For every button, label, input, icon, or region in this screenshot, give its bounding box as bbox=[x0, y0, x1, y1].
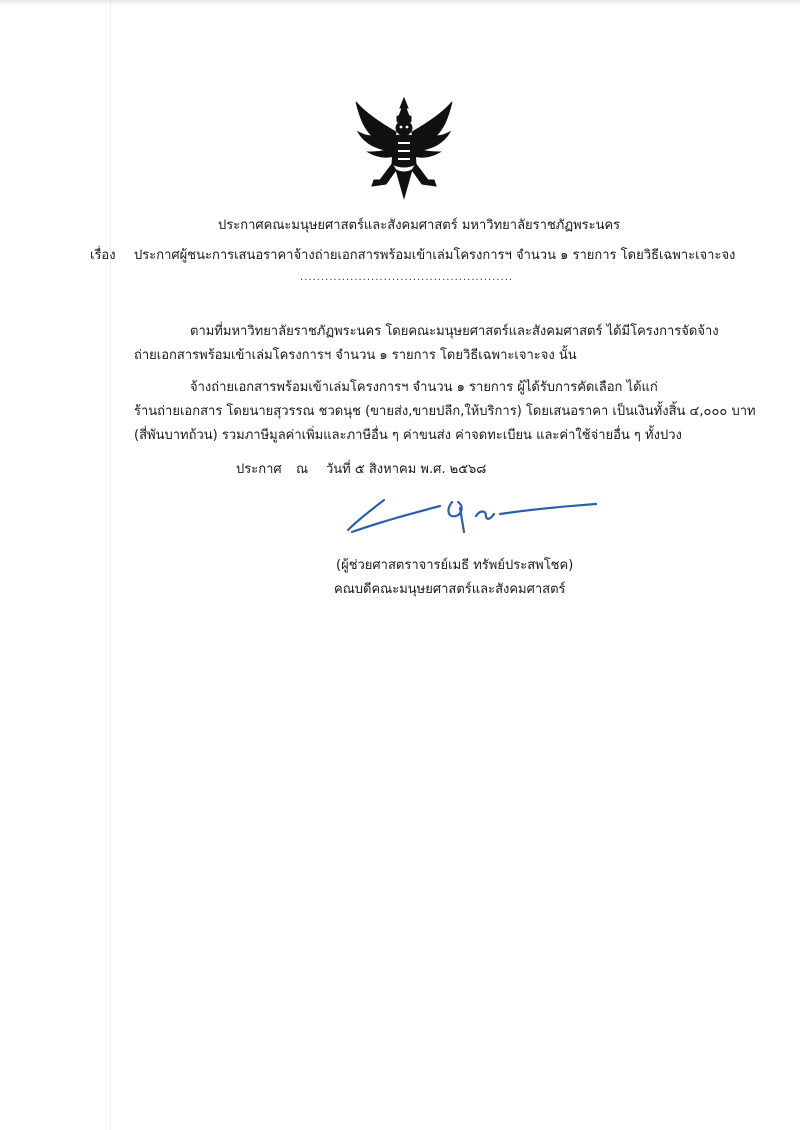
announcement-date: วันที่ ๕ สิงหาคม พ.ศ. ๒๕๖๘ bbox=[326, 462, 487, 477]
paragraph-1-line-1: ตามที่มหาวิทยาลัยราชภัฏพระนคร โดยคณะมนุษยศาสตร์และสังคมศาสตร์ ได้มีโครงการจัดจ้าง bbox=[190, 324, 719, 339]
paragraph-2-line-1: จ้างถ่ายเอกสารพร้อมเข้าเล่มโครงการฯ จำนวน ๑ รายการ ผู้ได้รับการคัดเลือก ได้แก่ bbox=[190, 380, 658, 395]
garuda-emblem-icon bbox=[352, 94, 456, 202]
scan-edge bbox=[0, 0, 800, 6]
paragraph-1-line-2: ถ่ายเอกสารพร้อมเข้าเล่มโครงการฯ จำนวน ๑ รายการ โดยวิธีเฉพาะเจาะจง นั้น bbox=[134, 348, 577, 363]
fold-line bbox=[110, 0, 111, 1130]
signatory-position: คณบดีคณะมนุษยศาสตร์และสังคมศาสตร์ bbox=[334, 582, 566, 597]
paragraph-2-line-2: ร้านถ่ายเอกสาร โดยนายสุวรรณ ชวดนุช (ขายส่ง,ขายปลีก,ให้บริการ) โดยเสนอราคา เป็นเงินทั้งสิ้น ๔,๐๐๐ บาท bbox=[134, 404, 756, 419]
announcement-label: ประกาศ bbox=[236, 462, 282, 477]
signature-icon bbox=[340, 488, 600, 538]
header-separator: ................................................... bbox=[300, 272, 514, 283]
paragraph-2-line-3: (สี่พันบาทถ้วน) รวมภาษีมูลค่าเพิ่มและภาษีอื่น ๆ ค่าขนส่ง ค่าจดทะเบียน และค่าใช้จ่ายอื่น ๆ ทั้งปวง bbox=[134, 428, 682, 443]
subject-label: เรื่อง bbox=[90, 248, 116, 263]
subject-text: ประกาศผู้ชนะการเสนอราคาจ้างถ่ายเอกสารพร้อมเข้าเล่มโครงการฯ จำนวน ๑ รายการ โดยวิธีเฉพาะเจาะจง bbox=[134, 248, 736, 263]
header-org-line: ประกาศคณะมนุษยศาสตร์และสังคมศาสตร์ มหาวิทยาลัยราชภัฏพระนคร bbox=[218, 218, 621, 233]
signatory-name: (ผู้ช่วยศาสตราจารย์เมธี ทรัพย์ประสพโชค) bbox=[336, 558, 574, 573]
announcement-at: ณ bbox=[296, 462, 309, 477]
